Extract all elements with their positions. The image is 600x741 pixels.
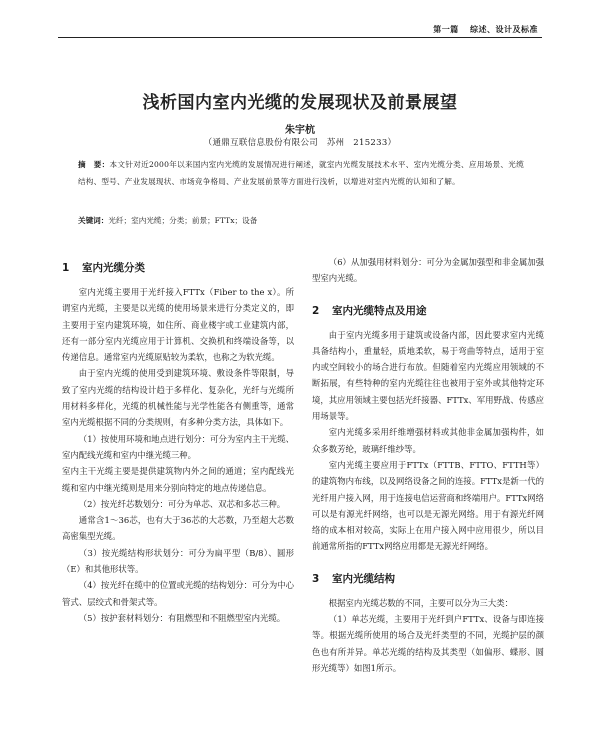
paragraph: （5）按护套材料划分：有阻燃型和不阻燃型室内光缆。 [78,612,286,623]
paragraph: 室内光缆主要用于光纤接入FTTx（Fiber to the x）。所谓室内光缆，主要是以光缆的使用场景来进行分类定义的，即主要用于室内建筑环境，如住所、商业楼宇或工业建筑内部，还有一部分室内光缆应用于计算机、交换机和终端设备等，以传递信息。通常室内光缆原贴较为柔软，也称之为软光缆。 [62,287,294,363]
paragraph: 通常含1～36芯，也有大于36芯的大芯数，乃至超大芯数高密集型光缆。 [62,515,294,542]
header-rule [58,37,542,38]
section-heading-1 [62,260,294,276]
paragraph: 由于室内光缆多用于建筑或设备内部，因此要求室内光缆具备结构小，重量轻，质地柔软，易于弯曲等特点，适用于室内或空间较小的场合进行布放。但随着室内光缆应用领域的不断拓展，有些特种的室内光缆往往也被用于室外或其他特定环境，其应用领域主要包括光纤接器、FTTx、军用野战、传感应用场景等。 [312,329,544,422]
section-title-2: 室内光缆特点及用途 [332,304,427,317]
section-number-3: 3 [312,572,320,585]
section-title-1: 室内光缆分类 [82,262,145,274]
right-column [312,254,544,676]
section-title-3: 室内光缆结构 [332,572,395,585]
section-heading-2 [312,303,544,319]
paragraph: （3）按光缆结构形状划分：可分为扁平型（B/8）、圆形（E）和其他形状等。 [62,547,294,575]
abstract-label: 摘 要： [78,160,110,169]
paragraph: （1）单芯光缆，主要用于光纤到户FTTx、设备与即连接等。根据光缆所使用的场合及光纤类型的不同，光缆护层的颜色也有所并异。单芯光缆的结构及其类型（如偏形、蝶形、圆形光缆等）如图1所示。 [312,614,544,673]
keywords [78,212,524,229]
paragraph: （1）按使用环境和地点进行划分：可分为室内主干光缆、室内配线光缆和室内中继光缆三种。 [62,433,294,460]
paragraph: 室内光缆主要应用于FTTx（FTTB、FTTO、FTTH等）的建筑物内布线，以及网络设备之间的连接。FTTx是新一代的光纤用户接入网，用于连接电信运营商和终端用户。FTTx网络可以是有源光纤网络，也可以是无源光网络。用于有源光纤网络的成本相对较高，实际上在用户接入网中应用很少，所以目前通常所指的FTTx网络应用都是无源光纤网络。 [312,459,544,552]
paragraph: （4）按光纤在缆中的位置或光缆的结构划分：可分为中心管式、层绞式和骨架式等。 [62,580,294,607]
affiliation: （通鼎互联信息股份有限公司 苏州 215233） [203,138,397,148]
paragraph: 由于室内光缆的使用受到建筑环境、敷设条件等限制，导致了室内光缆的结构设计趋于多样化、复杂化，光纤与光缆所用材料多样化，光缆的机械性能与光学性能各有侧重等，通常室内光缆根据不同的分类规则，有多种分类方法，具体如下。 [62,368,294,428]
paragraph: 根据室内光缆芯数的不同，主要可以分为三大类： [328,597,514,608]
paper-title: 浅析国内室内光缆的发展现状及前景展望 [142,93,458,113]
paragraph: 室内光缆多采用纤维增强材料或其他非金属加强构件，如众多数芳纶，玻璃纤维纱等。 [312,427,544,454]
section-heading-3 [312,571,544,587]
section-number-2: 2 [312,304,320,317]
left-column [62,254,294,626]
abstract-text: 本文针对近2000年以来国内室内光缆的发展情况进行阐述，就室内光缆发展技术水平、室内光缆分类、应用场景、光缆结构、型号、产业发展现状、市场竞争格局、产业发展前景等方面进行浅析，以增进对室内光缆的认知和了解。 [78,160,524,186]
keywords-text: 光纤；室内光缆；分类；前景；FTTx；设备 [108,216,258,225]
running-header-chapter: 第一篇 [433,25,459,34]
running-header-topic: 综述、设计及标准 [470,25,538,34]
running-header [433,24,538,35]
paragraph: （6）从加强用材料划分：可分为金属加强型和非金属加强型室内光缆。 [312,257,544,284]
section-number-1: 1 [62,262,70,274]
abstract [78,156,524,190]
keywords-label: 关键词： [78,216,109,225]
paragraph: 室内主干光缆主要是提供建筑物内外之间的通道；室内配线光缆和室内中继光缆则是用来分别向特定的地点传递信息。 [62,466,294,493]
paragraph: （2）按光纤芯数划分：可分为单芯、双芯和多芯三种。 [78,498,286,509]
author: 朱宇杭 [285,125,315,136]
